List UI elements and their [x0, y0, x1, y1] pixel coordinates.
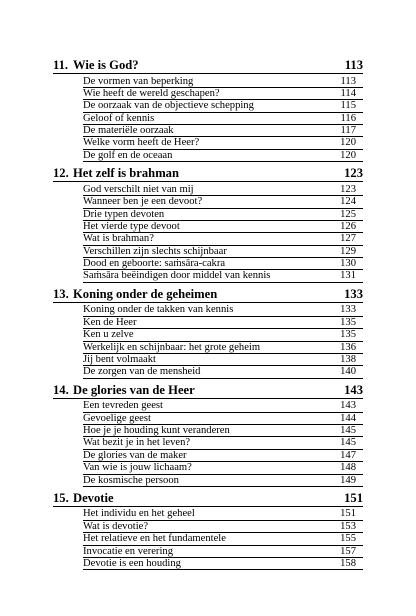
entry-page: 138: [340, 353, 356, 365]
chapter-number: 14.: [53, 382, 69, 397]
chapter-title: Het zelf is brahman: [73, 166, 179, 181]
entry-title: De oorzaak van de objectieve schepping: [83, 100, 254, 112]
chapter-number: 15.: [53, 490, 69, 505]
table-of-contents: [53, 58, 363, 570]
entry-page: 135: [340, 316, 356, 328]
toc-entry: [83, 317, 363, 329]
toc-entry: [83, 113, 363, 125]
toc-entry: [83, 209, 363, 221]
chapter-heading: [53, 287, 363, 303]
chapter-title-group: [53, 491, 114, 506]
entry-page: 127: [340, 233, 356, 245]
chapter-title: De glories van de Heer: [73, 382, 195, 397]
entry-title: Het individu en het geheel: [83, 508, 195, 520]
toc-entry: [83, 76, 363, 88]
toc-entry: [83, 150, 363, 162]
entry-title: De kosmische persoon: [83, 474, 179, 486]
toc-entry: [83, 246, 363, 258]
toc-entry: [83, 342, 363, 354]
entry-title: Koning onder de takken van kennis: [83, 304, 234, 316]
chapter-11: [53, 58, 363, 166]
entry-page: 144: [340, 412, 356, 424]
entry-title: Verschillen zijn slechts schijnbaar: [83, 245, 227, 257]
chapter-page: 113: [344, 58, 363, 72]
chapter-page: 123: [344, 166, 363, 181]
toc-entry: [83, 329, 363, 341]
entry-title: Wat is brahman?: [83, 233, 154, 245]
toc-entry: [83, 450, 363, 462]
entry-page: 149: [340, 474, 356, 486]
entry-page: 120: [340, 137, 356, 149]
entry-title: Jij bent volmaakt: [83, 353, 156, 365]
entry-title: Het relatieve en het fundamentele: [83, 533, 226, 545]
toc-entry: [83, 558, 363, 570]
toc-entry: [83, 270, 363, 282]
chapter-title-group: [53, 287, 217, 302]
chapter-title: Devotie: [73, 490, 114, 505]
entry-page: 131: [340, 270, 356, 282]
toc-entry: [83, 462, 363, 474]
toc-entry: [83, 304, 363, 316]
toc-entry: [83, 184, 363, 196]
toc-entry: [83, 413, 363, 425]
toc-entry: [83, 366, 363, 378]
entry-title: Devotie is een houding: [83, 558, 181, 569]
entry-page: 143: [340, 400, 356, 412]
entry-list: [83, 400, 363, 487]
entry-title: Het vierde type devoot: [83, 220, 180, 232]
entry-page: 130: [340, 258, 356, 270]
toc-entry: [83, 354, 363, 366]
entry-page: 147: [340, 449, 356, 461]
toc-entry: [83, 196, 363, 208]
chapter-title-group: [53, 58, 139, 73]
entry-page: 114: [340, 87, 356, 99]
entry-list: [83, 304, 363, 378]
chapter-title-group: [53, 383, 195, 398]
chapter-page: 133: [344, 286, 363, 301]
entry-page: 145: [340, 424, 356, 436]
entry-title: Ken u zelve: [83, 329, 134, 341]
entry-title: Wat is devotie?: [83, 520, 149, 532]
entry-page: 117: [340, 125, 356, 137]
chapter-14: [53, 383, 363, 491]
toc-entry: [83, 100, 363, 112]
entry-page: 151: [340, 508, 356, 520]
entry-list: [83, 508, 363, 570]
entry-page: 148: [340, 462, 356, 474]
entry-title: Invocatie en verering: [83, 545, 174, 557]
chapter-number: 11.: [53, 58, 69, 72]
entry-page: 157: [340, 545, 356, 557]
entry-title: De vormen van beperking: [83, 75, 194, 87]
entry-title: Ken de Heer: [83, 316, 137, 328]
chapter-title-group: [53, 166, 179, 181]
entry-page: 136: [340, 341, 356, 353]
toc-entry: [83, 437, 363, 449]
chapter-page: 143: [344, 382, 363, 397]
toc-entry: [83, 88, 363, 100]
entry-page: 133: [340, 304, 356, 316]
entry-title: Gevoelige geest: [83, 412, 151, 424]
entry-page: 123: [340, 183, 356, 195]
entry-title: Geloof of kennis: [83, 112, 155, 124]
entry-title: De golf en de oceaan: [83, 149, 173, 161]
entry-title: Drie typen devoten: [83, 208, 165, 220]
entry-title: God verschilt niet van mij: [83, 183, 194, 195]
chapter-title: Wie is God?: [73, 58, 139, 72]
entry-title: Saṁsāra beëindigen door middel van kennis: [83, 270, 271, 282]
entry-title: Hoe je je houding kunt veranderen: [83, 424, 230, 436]
toc-entry: [83, 521, 363, 533]
chapter-heading: [53, 383, 363, 399]
toc-entry: [83, 546, 363, 558]
chapter-number: 12.: [53, 166, 69, 181]
entry-page: 120: [340, 149, 356, 161]
chapter-12: [53, 166, 363, 287]
toc-entry: [83, 508, 363, 520]
entry-title: Wanneer ben je een devoot?: [83, 196, 203, 208]
entry-title: Wie heeft de wereld geschapen?: [83, 87, 220, 99]
chapter-page: 151: [344, 490, 363, 505]
entry-title: De glories van de maker: [83, 449, 187, 461]
entry-page: 153: [340, 520, 356, 532]
chapter-heading: [53, 166, 363, 182]
entry-list: [83, 184, 363, 283]
entry-title: Werkelijk en schijnbaar: het grote geheim: [83, 341, 261, 353]
toc-entry: [83, 137, 363, 149]
entry-page: 158: [340, 558, 356, 569]
entry-page: 116: [340, 112, 356, 124]
toc-entry: [83, 233, 363, 245]
entry-page: 145: [340, 437, 356, 449]
entry-title: De materiële oorzaak: [83, 125, 174, 137]
chapter-number: 13.: [53, 286, 69, 301]
entry-title: De zorgen van de mensheid: [83, 366, 201, 378]
chapter-13: [53, 287, 363, 383]
entry-title: Wat bezit je in het leven?: [83, 437, 191, 449]
toc-entry: [83, 221, 363, 233]
entry-page: 113: [340, 75, 356, 87]
chapter-heading: [53, 58, 363, 74]
entry-page: 126: [340, 220, 356, 232]
toc-entry: [83, 425, 363, 437]
entry-page: 124: [340, 196, 356, 208]
entry-title: Dood en geboorte: saṁsāra-cakra: [83, 258, 226, 270]
entry-page: 125: [340, 208, 356, 220]
toc-entry: [83, 533, 363, 545]
entry-title: Een tevreden geest: [83, 400, 164, 412]
chapter-15: [53, 491, 363, 570]
entry-page: 129: [340, 245, 356, 257]
toc-entry: [83, 475, 363, 487]
toc-entry: [83, 125, 363, 137]
entry-page: 155: [340, 533, 356, 545]
entry-page: 140: [340, 366, 356, 378]
chapter-title: Koning onder de geheimen: [73, 286, 218, 301]
entry-page: 115: [340, 100, 356, 112]
toc-entry: [83, 258, 363, 270]
entry-title: Welke vorm heeft de Heer?: [83, 137, 200, 149]
toc-entry: [83, 400, 363, 412]
entry-title: Van wie is jouw lichaam?: [83, 462, 192, 474]
chapter-heading: [53, 491, 363, 507]
entry-page: 135: [340, 329, 356, 341]
entry-list: [83, 76, 363, 163]
